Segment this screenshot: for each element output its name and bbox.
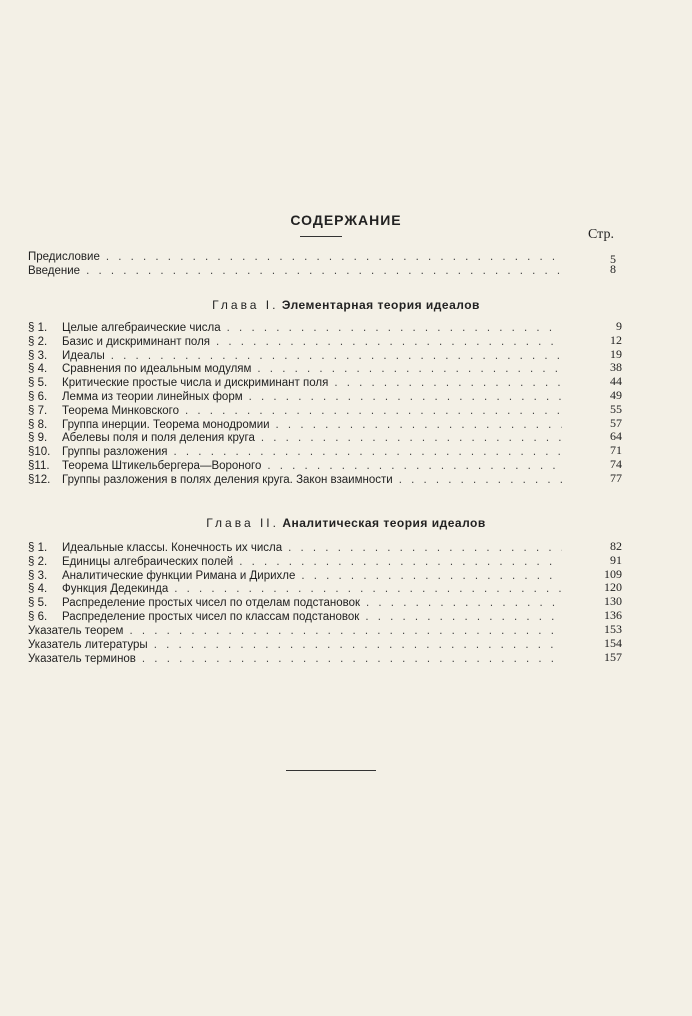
entry-text: Критические простые числа и дискриминант поля — [62, 377, 329, 390]
entry-text: Сравнения по идеальным модулям — [62, 363, 252, 376]
entry-page: 44 — [610, 374, 622, 389]
chapter-1-heading — [0, 298, 692, 312]
entry-text: Указатель терминов — [28, 652, 136, 665]
toc-entry[interactable] — [28, 474, 568, 487]
section-number: § 4. — [28, 583, 48, 596]
entry-page: 157 — [604, 649, 622, 664]
dot-leader — [257, 363, 562, 375]
dot-leader — [86, 265, 562, 277]
section-number: § 6. — [28, 391, 48, 403]
section-number: § 3. — [28, 349, 48, 362]
section-number: § 5. — [28, 377, 48, 390]
toc-entry[interactable] — [28, 446, 568, 459]
toc-entry[interactable] — [28, 625, 568, 638]
section-number: §10. — [28, 446, 51, 459]
toc-entry[interactable] — [28, 377, 568, 390]
section-number: §11. — [28, 460, 50, 472]
entry-text: Единицы алгебраических полей — [62, 555, 234, 568]
toc-entry[interactable] — [28, 597, 568, 610]
toc-entry[interactable] — [28, 460, 568, 473]
toc-entry[interactable] — [28, 363, 568, 376]
dot-leader — [111, 350, 562, 362]
entry-text: Предисловие — [28, 251, 100, 263]
toc-entry[interactable] — [28, 336, 568, 349]
entry-text: Лемма из теории линейных форм — [62, 391, 243, 403]
toc-entry[interactable] — [28, 322, 568, 335]
entry-page: 19 — [610, 346, 622, 361]
entry-page: 154 — [604, 635, 622, 650]
dot-leader — [249, 391, 562, 403]
entry-page: 55 — [610, 401, 622, 416]
section-number: § 7. — [28, 404, 48, 417]
toc-entry[interactable] — [28, 391, 568, 404]
entry-text: Группы разложения — [62, 446, 168, 459]
entry-text: Группы разложения в полях деления круга. Закон взаимности — [62, 473, 393, 486]
entry-page: 120 — [604, 580, 622, 595]
toc-entry[interactable] — [28, 611, 568, 624]
entry-page: 12 — [610, 332, 622, 347]
entry-text: Идеальные классы. Конечность их числа — [62, 542, 283, 554]
chapter-title: Элементарная теория идеалов — [281, 298, 480, 312]
dot-leader — [267, 460, 562, 472]
entry-page: 9 — [616, 319, 622, 333]
section-number: § 9. — [28, 432, 48, 445]
dot-leader — [334, 377, 562, 389]
entry-text: Указатель теорем — [28, 625, 124, 637]
dot-leader — [301, 570, 562, 582]
dot-leader — [239, 556, 562, 568]
page-column-label: Стр. — [588, 227, 614, 242]
entry-text: Распределение простых чисел по классам подстановок — [62, 611, 360, 623]
dot-leader — [106, 251, 562, 263]
entry-page: 38 — [610, 360, 622, 375]
dot-leader — [216, 336, 562, 348]
entry-page: 71 — [610, 443, 622, 458]
section-number: § 1. — [28, 322, 48, 334]
section-number: § 8. — [28, 418, 48, 431]
toc-entry[interactable] — [28, 542, 568, 555]
toc-entry[interactable] — [28, 350, 568, 363]
chapter-label: Глава II. — [206, 516, 279, 530]
dot-leader — [288, 542, 562, 554]
dot-leader — [261, 432, 562, 444]
title-rule — [300, 236, 342, 237]
section-number: § 2. — [28, 555, 48, 568]
section-number: §12. — [28, 473, 51, 486]
entry-page: 8 — [610, 262, 616, 276]
entry-text: Группа инерции. Теорема монодромии — [62, 418, 270, 431]
dot-leader — [227, 322, 562, 334]
entry-page: 64 — [610, 429, 622, 444]
entry-page: 82 — [610, 539, 622, 553]
dot-leader — [129, 625, 562, 637]
entry-text: Введение — [28, 265, 81, 277]
entry-text: Теорема Минковского — [62, 404, 179, 417]
entry-page: 130 — [604, 594, 622, 609]
toc-entry[interactable] — [28, 639, 568, 652]
toc-entry[interactable] — [28, 653, 568, 666]
entry-page: 74 — [610, 457, 622, 471]
dot-leader — [366, 597, 562, 609]
toc-entry[interactable] — [28, 556, 568, 569]
entry-page: 49 — [610, 388, 622, 402]
chapter-title: Аналитическая теория идеалов — [282, 516, 486, 530]
dot-leader — [276, 419, 562, 431]
dot-leader — [174, 446, 562, 458]
dot-leader — [154, 639, 562, 651]
entry-page: 5 — [610, 252, 616, 266]
entry-page: 109 — [604, 566, 622, 581]
entry-page: 91 — [610, 552, 622, 567]
toc-entry[interactable] — [28, 432, 568, 445]
toc-entry[interactable] — [28, 570, 568, 583]
entry-page: 136 — [604, 608, 622, 622]
entry-page: 57 — [610, 415, 622, 430]
dot-leader — [365, 611, 562, 623]
section-number: § 6. — [28, 611, 48, 623]
chapter-label: Глава I. — [212, 298, 279, 312]
entry-text: Целые алгебраические числа — [62, 322, 221, 334]
entry-page: 153 — [604, 622, 622, 636]
dot-leader — [142, 653, 562, 665]
toc-entry[interactable] — [28, 583, 568, 596]
entry-text: Распределение простых чисел по отделам подстановок — [62, 597, 361, 610]
dot-leader — [174, 583, 562, 595]
toc-entry-introduction[interactable] — [28, 265, 568, 278]
entry-text: Аналитические функции Римана и Дирихле — [62, 569, 296, 582]
end-rule — [286, 770, 376, 771]
entry-text: Идеалы — [62, 349, 105, 362]
entry-text: Функция Дедекинда — [62, 583, 169, 596]
entry-text: Абелевы поля и поля деления круга — [62, 432, 255, 445]
entry-text: Теорема Штикельбергера—Вороного — [62, 460, 262, 472]
toc-entry[interactable] — [28, 405, 568, 418]
section-number: § 4. — [28, 363, 48, 376]
section-number: § 3. — [28, 569, 48, 582]
section-number: § 5. — [28, 597, 48, 610]
entry-page: 77 — [610, 470, 622, 485]
dot-leader — [185, 405, 562, 417]
dot-leader — [399, 474, 562, 486]
toc-entry[interactable] — [28, 419, 568, 432]
chapter-2-heading — [0, 516, 692, 530]
toc-entry-preface[interactable] — [28, 251, 568, 264]
section-number: § 2. — [28, 335, 48, 348]
page-title: СОДЕРЖАНИЕ — [290, 212, 402, 228]
entry-text: Базис и дискриминант поля — [62, 335, 211, 348]
entry-text: Указатель литературы — [28, 638, 148, 651]
section-number: § 1. — [28, 542, 48, 554]
